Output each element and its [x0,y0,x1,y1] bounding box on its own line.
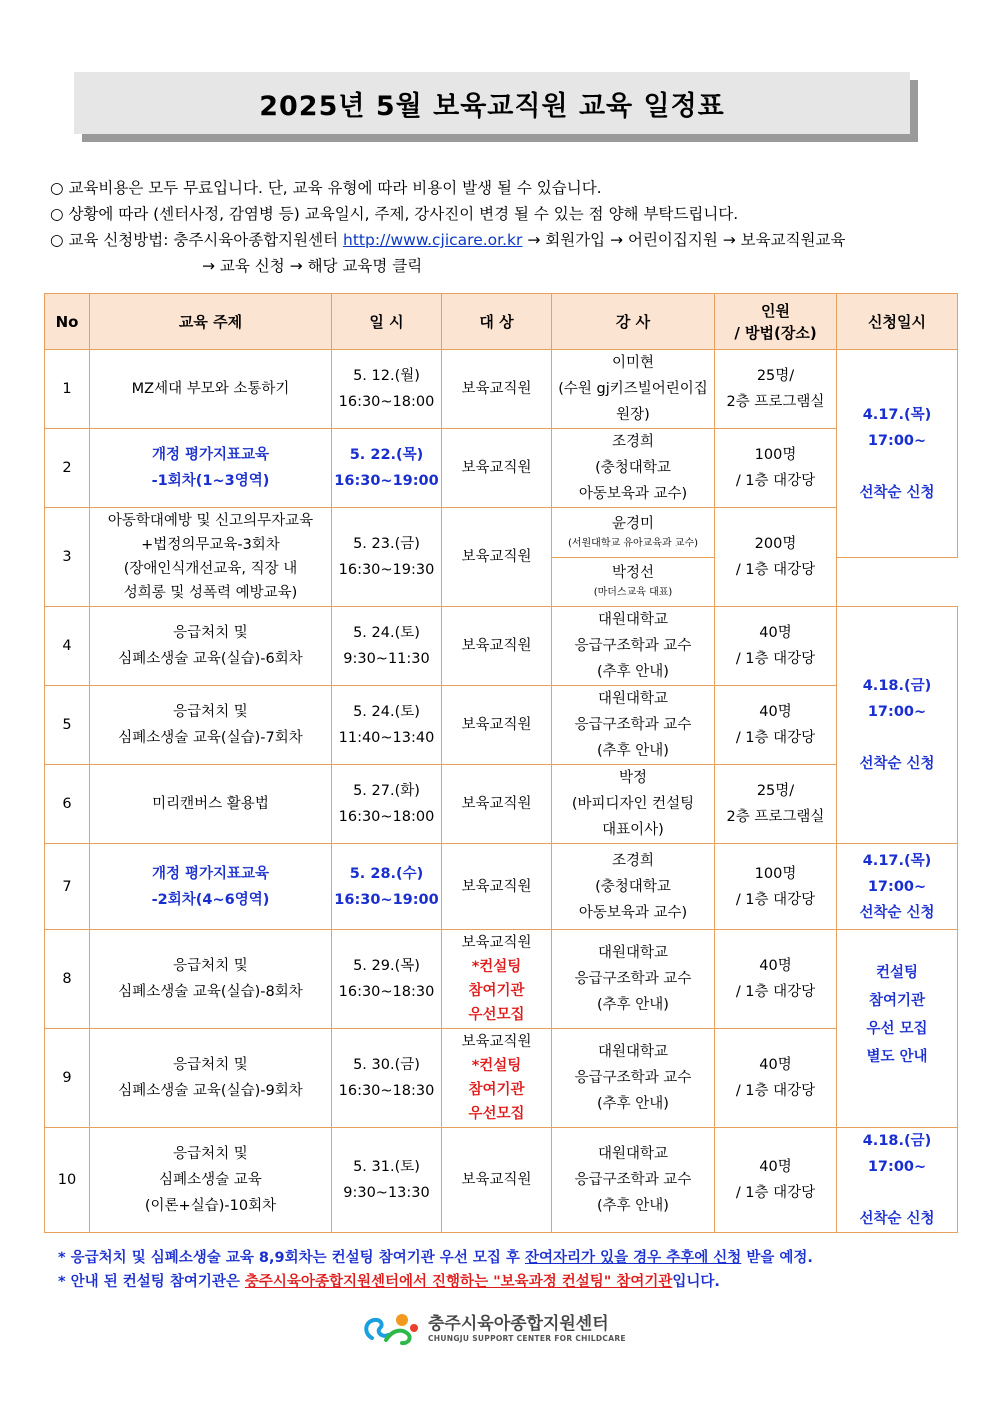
topic-line: 응급처치 및 [173,1057,248,1073]
header-datetime: 일 시 [332,294,442,350]
capacity-line: 200명 [754,536,797,552]
cell-date: 5. 31.(토) [353,1159,420,1175]
note-apply-method [50,227,970,253]
capacity-line: 100명 [754,447,797,463]
topic-line: 심폐소생술 교육(실습)-8회차 [118,984,303,1000]
capacity-line: / 1층 대강당 [735,730,816,746]
table-header-row [45,294,958,350]
apply-line: 선착순 신청 [859,904,935,921]
capacity-line: / 1층 대강당 [735,1083,816,1099]
apply-line: 별도 안내 [866,1048,928,1065]
instructor-line: 조경희 [611,852,655,869]
cell-time: 16:30~19:30 [338,562,435,578]
header-apply: 신청일시 [837,294,958,350]
capacity-line: / 1층 대강당 [735,473,816,489]
capacity-line: 40명 [759,958,792,974]
cell-instructor [552,1128,715,1233]
cell-topic: MZ세대 부모와 소통하기 [90,350,332,429]
page-title: 2025년 5월 보육교직원 교육 일정표 [259,90,725,122]
instructor-line: 아동보육과 교수) [578,486,688,502]
cell-apply-group-1 [837,350,958,558]
target-note: 우선모집 [468,1007,525,1023]
instructor-line: (추후 안내) [597,664,669,680]
apply-line: 4.18.(금) [862,678,932,694]
capacity-line: 2층 프로그램실 [726,394,825,410]
cell-topic [90,686,332,765]
apply-line: 선착순 신청 [859,756,935,772]
cell-target: 보육교직원 [442,765,552,844]
cell-datetime [332,350,442,429]
topic-line: 심폐소생술 교육 [159,1172,262,1188]
cell-topic [90,508,332,607]
cell-time: 16:30~19:00 [334,891,439,908]
cell-no: 9 [45,1029,90,1128]
apply-line: 17:00~ [867,432,927,449]
cell-target [442,1029,552,1128]
note-apply-prefix: ○ 교육 신청방법: 충주시육아종합지원센터 [50,231,343,249]
topic-line: 개정 평가지표교육 [151,447,270,463]
cell-apply-group-2 [837,607,958,844]
center-logo-english: CHUNGJU SUPPORT CENTER FOR CHILDCARE [428,1333,626,1343]
cell-capacity [715,930,837,1029]
center-logo-icon [362,1308,424,1348]
instructor-line: (마더스교육 대표) [593,587,673,598]
cell-topic [90,429,332,508]
capacity-line: 25명/ [756,368,795,384]
instructor-line: 응급구조학과 교수 [574,1070,692,1086]
apply-line: 컨설팅 [875,964,919,981]
cell-no: 5 [45,686,90,765]
topic-line: 아동학대예방 및 신고의무자교육 [107,513,314,529]
header-topic: 교육 주제 [90,294,332,350]
cell-capacity [715,686,837,765]
instructor-line: (바피디자인 컨설팅 [571,796,695,812]
topic-line: 응급처치 및 [173,704,248,720]
table-row [45,1128,958,1233]
topic-line: 심폐소생술 교육(실습)-6회차 [118,651,303,667]
capacity-line: 40명 [759,1159,792,1175]
target-note: *컨설팅 [471,959,522,975]
cell-datetime [332,1029,442,1128]
cell-target: 보육교직원 [442,1128,552,1233]
target-note: 우선모집 [468,1106,525,1122]
apply-line: 17:00~ [867,878,927,895]
cell-date: 5. 24.(토) [353,625,420,641]
instructor-line: 박정선 [611,565,655,581]
capacity-line: / 1층 대강당 [735,562,816,578]
cell-target: 보육교직원 [442,350,552,429]
topic-line: 응급처치 및 [173,625,248,641]
cell-target: 보육교직원 [442,429,552,508]
apply-line: 참여기관 [868,992,926,1009]
target-note: *컨설팅 [471,1058,522,1074]
cell-no: 7 [45,844,90,930]
apply-line: 4.17.(목) [862,406,932,423]
header-no: No [45,294,90,350]
cell-target: 보육교직원 [442,607,552,686]
instructor-line: 대표이사) [602,822,664,838]
cell-datetime [332,765,442,844]
cell-capacity [715,508,837,607]
cell-capacity [715,1128,837,1233]
target-line: 보육교직원 [461,1034,532,1050]
topic-line: (장애인식개선교육, 직장 내 [123,561,298,577]
cell-topic [90,1029,332,1128]
instructor-line: 대원대학교 [597,691,669,707]
cell-no: 4 [45,607,90,686]
topic-line: 응급처치 및 [173,958,248,974]
instructor-line: 응급구조학과 교수 [574,971,692,987]
topic-line: 심폐소생술 교육(실습)-7회차 [118,730,303,746]
capacity-line: / 1층 대강당 [735,891,816,908]
schedule-table [44,293,958,1233]
capacity-line: / 1층 대강당 [735,1185,816,1201]
cell-no: 6 [45,765,90,844]
cell-topic [90,607,332,686]
cell-capacity [715,429,837,508]
cell-datetime [332,930,442,1029]
apply-line: 4.17.(목) [862,852,932,869]
cell-target: 보육교직원 [442,844,552,930]
cell-apply-group-5 [837,1128,958,1233]
cell-date: 5. 29.(목) [353,958,420,974]
header-capacity-line1: 인원 [761,301,790,320]
cell-time: 11:40~13:40 [338,730,435,746]
footnote-emphasis: 충주시육아종합지원센터에서 진행하는 "보육과정 컨설팅" 참여기관 [244,1274,673,1290]
target-note: 참여기관 [468,983,525,999]
instructor-line: 응급구조학과 교수 [574,1172,692,1188]
topic-line: 개정 평가지표교육 [151,865,270,882]
center-logo [362,1308,626,1348]
cell-time: 9:30~13:30 [343,1185,430,1201]
cell-topic: 미리캔버스 활용법 [90,765,332,844]
instructor-line: (충청대학교 [595,878,671,895]
cell-topic [90,930,332,1029]
apply-line: 선착순 신청 [859,484,935,501]
topic-line: 성희롱 및 성폭력 예방교육) [123,585,298,601]
apply-line: 17:00~ [867,1159,927,1175]
cell-capacity [715,844,837,930]
target-line: 보육교직원 [461,935,532,951]
target-note: 참여기관 [468,1082,525,1098]
cell-date: 5. 23.(금) [353,536,420,552]
title-box [74,72,910,134]
cell-datetime [332,607,442,686]
instructor-line: 대원대학교 [597,1146,669,1162]
instructor-line: (서원대학교 유아교육과 교수) [567,537,699,549]
cell-capacity [715,607,837,686]
topic-line: 심폐소생술 교육(실습)-9회차 [118,1083,303,1099]
table-row [45,607,958,686]
header-capacity-line2: / 방법(장소) [734,323,817,342]
cell-instructor [552,1029,715,1128]
cell-capacity [715,350,837,429]
header-instructor: 강 사 [552,294,715,350]
cell-capacity [715,765,837,844]
cell-topic [90,1128,332,1233]
note-apply-continued: → 교육 신청 → 해당 교육명 클릭 [202,257,423,275]
instructor-line: 응급구조학과 교수 [574,638,692,654]
instructor-line: 이미현 [611,355,655,371]
cell-date: 5. 24.(토) [353,704,420,720]
table-row [45,930,958,1029]
footnote-text: * 응급처치 및 심폐소생술 교육 8,9회차는 컨설팅 참여기관 우선 모집 후 [58,1250,525,1266]
cell-apply-group-4 [837,930,958,1128]
cell-no: 1 [45,350,90,429]
cell-instructor-a [552,508,715,558]
center-website-link[interactable]: http://www.cjicare.or.kr [343,231,523,249]
cell-datetime [332,1128,442,1233]
note-cost: ○ 교육비용은 모두 무료입니다. 단, 교육 유형에 따라 비용이 발생 될 수 있습니다. [50,179,602,197]
cell-instructor [552,930,715,1029]
apply-line: 4.18.(금) [862,1133,932,1149]
cell-target: 보육교직원 [442,686,552,765]
cell-time: 16:30~18:00 [338,809,435,825]
topic-line: 응급처치 및 [173,1146,248,1162]
instructor-line: 아동보육과 교수) [578,904,688,921]
instructor-line: 윤경미 [611,515,655,532]
instructor-line: (추후 안내) [597,997,669,1013]
cell-instructor [552,350,715,429]
table-row [45,429,958,508]
cell-datetime [332,686,442,765]
capacity-line: / 1층 대강당 [735,984,816,1000]
center-logo-name: 충주시육아종합지원센터 [428,1313,609,1334]
cell-date: 5. 30.(금) [353,1057,420,1073]
instructor-line: 조경희 [611,434,655,450]
instructor-line: (충청대학교 [595,460,671,476]
instructor-line: (추후 안내) [597,1096,669,1112]
capacity-line: 2층 프로그램실 [726,809,825,825]
instructor-line: 대원대학교 [597,945,669,961]
apply-line: 선착순 신청 [859,1211,935,1227]
cell-time: 16:30~18:00 [338,394,435,410]
instructor-line: (추후 안내) [597,1198,669,1214]
instructor-line: (수원 gj키즈빌어린이집 [558,381,708,397]
instructor-line: (추후 안내) [597,743,669,759]
footnote-text: 입니다. [672,1274,720,1290]
instructor-line: 박정 [618,770,647,786]
cell-instructor [552,607,715,686]
cell-no: 8 [45,930,90,1029]
cell-no: 10 [45,1128,90,1233]
note-apply-suffix: → 회원가입 → 어린이집지원 → 보육교직원교육 [522,231,846,249]
instructor-line: 원장) [616,407,650,423]
header-target: 대 상 [442,294,552,350]
cell-datetime [332,508,442,607]
footnote-emphasis: 잔여자리가 있을 경우 추후에 신청 [525,1250,742,1266]
cell-apply-group-3 [837,844,958,930]
capacity-line: / 1층 대강당 [735,651,816,667]
footnote-1 [58,1246,813,1270]
cell-target: 보육교직원 [442,508,552,607]
table-row [45,686,958,765]
cell-datetime [332,429,442,508]
table-row [45,1029,958,1128]
footnote-text: 받을 예정. [741,1250,813,1266]
cell-topic [90,844,332,930]
cell-instructor-b [552,558,715,607]
notes [50,175,970,279]
cell-date: 5. 27.(화) [353,783,420,799]
cell-instructor [552,765,715,844]
footnote-text: * 안내 된 컨설팅 참여기관은 [58,1274,245,1290]
cell-date: 5. 22.(목) [349,447,424,463]
cell-time: 16:30~18:30 [338,1083,435,1099]
capacity-line: 40명 [759,704,792,720]
apply-line: 17:00~ [867,704,927,720]
instructor-line: 대원대학교 [597,612,669,628]
capacity-line: 40명 [759,1057,792,1073]
table-row [45,765,958,844]
cell-date: 5. 12.(월) [353,368,420,384]
capacity-line: 100명 [754,865,797,882]
cell-time: 16:30~18:30 [338,984,435,1000]
apply-line: 우선 모집 [866,1020,928,1037]
topic-line: -1회차(1~3영역) [151,473,270,489]
table-row [45,508,958,558]
cell-no: 3 [45,508,90,607]
cell-instructor [552,429,715,508]
cell-date: 5. 28.(수) [349,865,424,882]
capacity-line: 25명/ [756,783,795,799]
capacity-line: 40명 [759,625,792,641]
cell-instructor [552,686,715,765]
cell-instructor [552,844,715,930]
header-capacity [715,294,837,350]
instructor-line: 대원대학교 [597,1044,669,1060]
topic-line: (이론+실습)-10회차 [144,1198,277,1214]
cell-time: 9:30~11:30 [343,651,430,667]
cell-datetime [332,844,442,930]
table-row [45,350,958,429]
instructor-line: 응급구조학과 교수 [574,717,692,733]
cell-target [442,930,552,1029]
footnote-2 [58,1270,813,1294]
footnotes [58,1246,813,1294]
cell-capacity [715,1029,837,1128]
cell-no: 2 [45,429,90,508]
note-change: ○ 상황에 따라 (센터사정, 감염병 등) 교육일시, 주제, 강사진이 변경 될 수 있는 점 양해 부탁드립니다. [50,205,739,223]
topic-line: -2회차(4~6영역) [151,891,270,908]
table-row [45,844,958,930]
cell-time: 16:30~19:00 [334,473,439,489]
topic-line: +법정의무교육-3회차 [141,537,280,553]
